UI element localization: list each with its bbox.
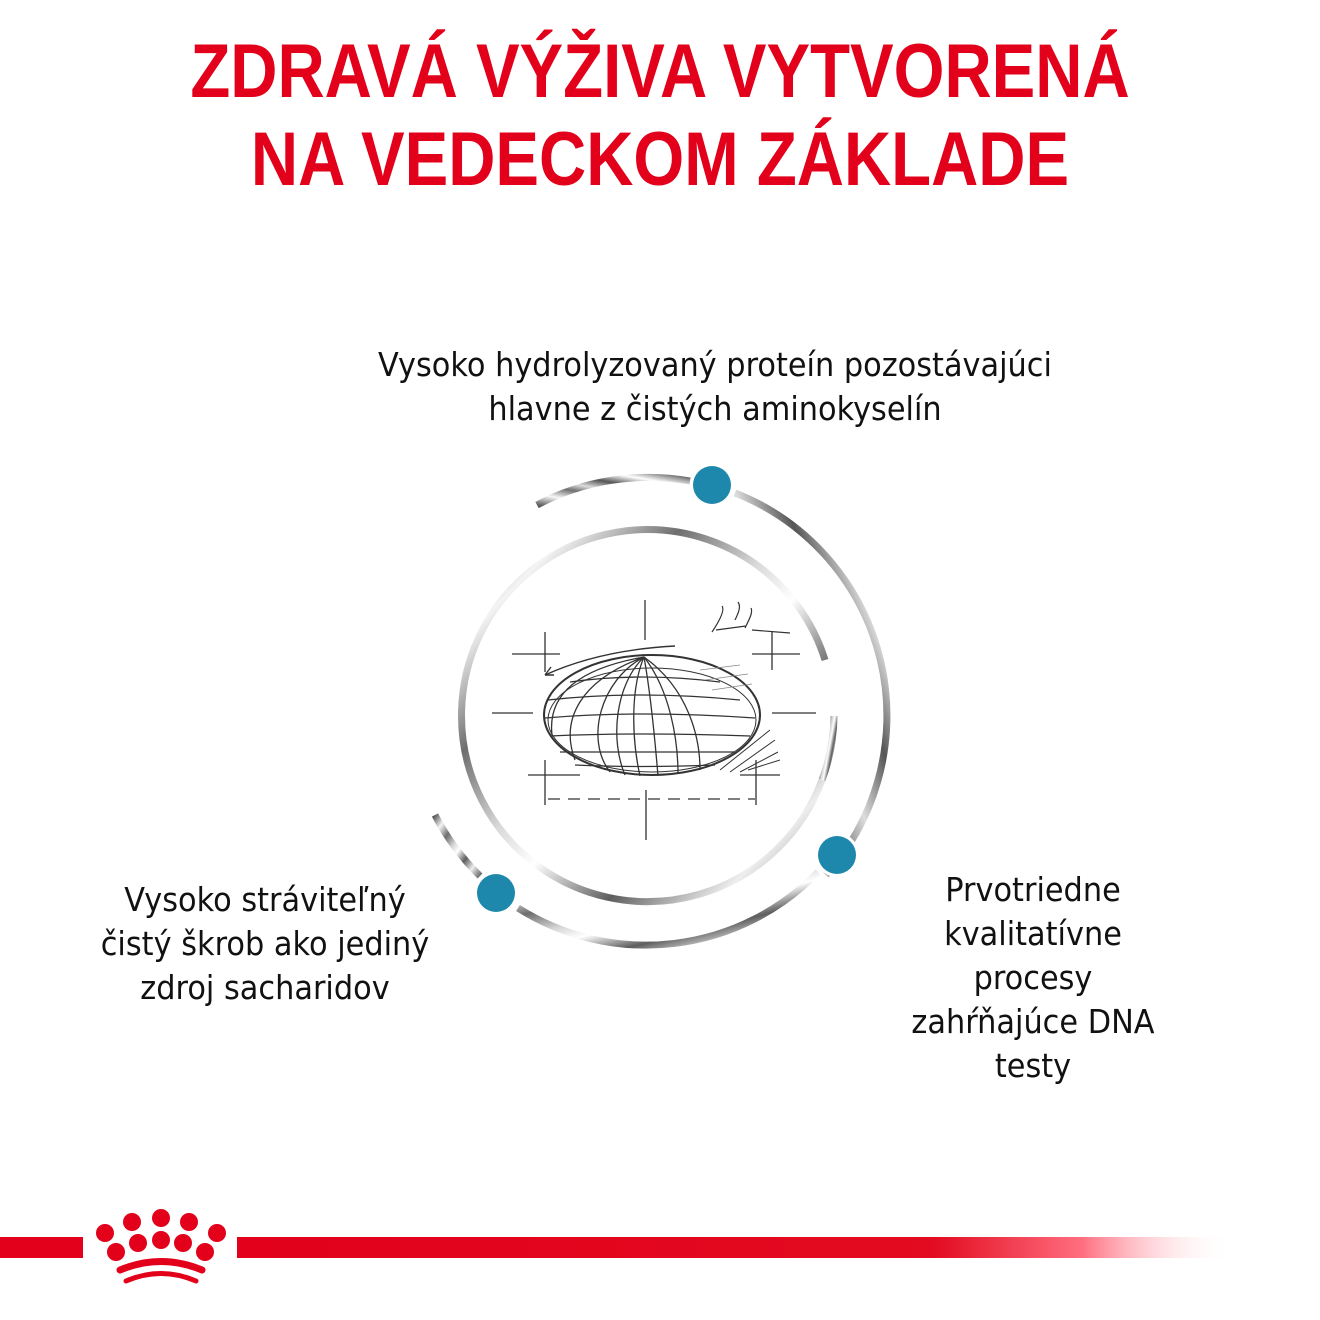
footer (0, 1200, 1320, 1290)
footer-line-left (0, 1237, 83, 1258)
title-line-2: NA VEDECKOM ZÁKLADE (250, 117, 1070, 202)
title-line-1: ZDRAVÁ VÝŽIVA VYTVORENÁ (190, 29, 1130, 114)
dot-left-fill (477, 874, 515, 912)
benefit-quality-line-1: Prvotriedne (945, 870, 1121, 909)
benefit-quality-line-2: kvalitatívne (944, 914, 1122, 953)
benefit-starch-line-3: zdroj sacharidov (140, 968, 390, 1007)
footer-line-right (237, 1237, 1232, 1258)
dot-right-fill (818, 836, 856, 874)
benefit-quality-line-4: zahŕňajúce DNA (911, 1002, 1155, 1041)
benefit-starch-line-1: Vysoko stráviteľný (124, 880, 406, 919)
benefit-protein-line-2: hlavne z čistých aminokyselín (488, 389, 942, 428)
benefit-quality-line-3: procesy (973, 958, 1093, 997)
benefit-starch-line-2: čistý škrob ako jediný (100, 924, 430, 963)
inner-ring (462, 530, 834, 902)
dot-top-fill (693, 466, 731, 504)
benefit-protein-line-1: Vysoko hydrolyzovaný proteín pozostávajúci (378, 345, 1052, 384)
kibble-sketch-icon (492, 600, 816, 840)
benefit-quality-line-5: testy (994, 1046, 1072, 1085)
royal-crown-logo-icon (96, 1209, 226, 1281)
